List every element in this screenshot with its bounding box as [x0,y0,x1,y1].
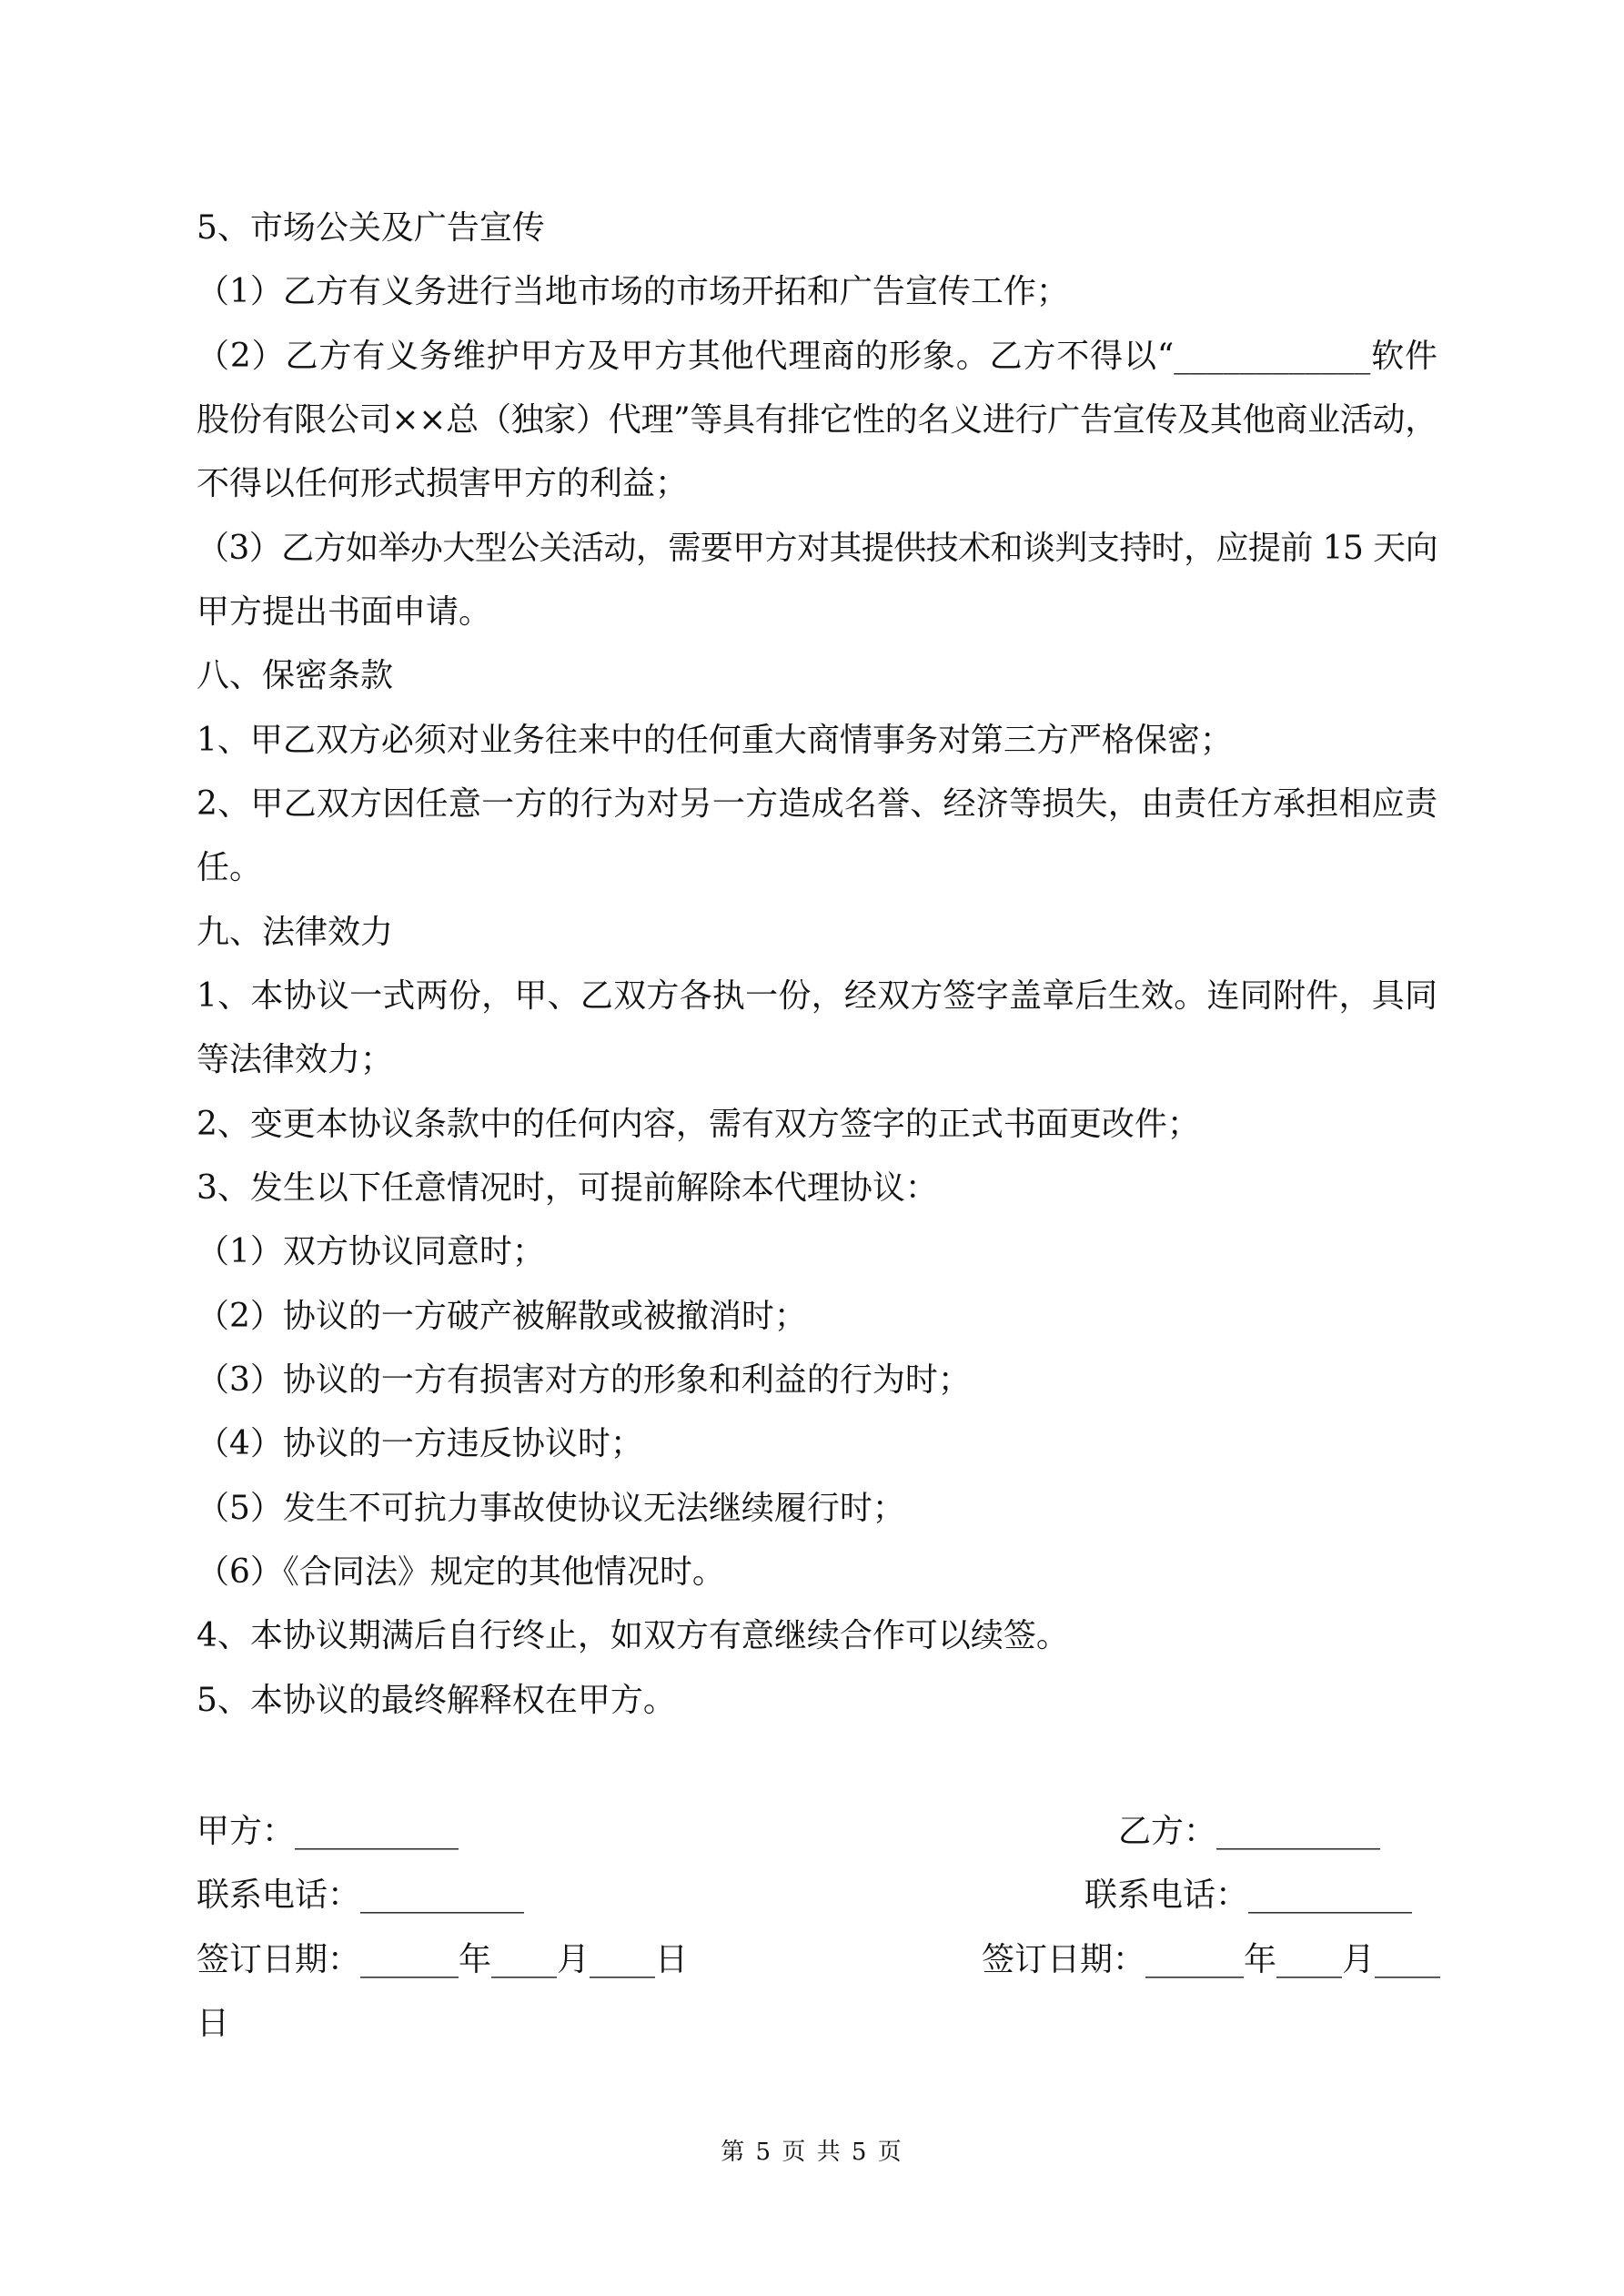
clause-line: 甲方提出书面申请。 [197,593,492,631]
clause-line: 股份有限公司××总（独家）代理”等具有排它性的名义进行广告宣传及其他商业活动， [197,401,1437,439]
clause-line: （2）乙方有义务维护甲方及甲方其他代理商的形象。乙方不得以“____________软件 [197,338,1437,375]
clause-line: 等法律效力； [197,1041,394,1078]
clause-line: 5、本协议的最终解释权在甲方。 [197,1682,676,1719]
party-b-field: 乙方：__________ [1118,1813,1381,1850]
page-number-footer: 第 5 页 共 5 页 [721,2139,903,2166]
clause-line: （1）乙方有义务进行当地市场的市场开拓和广告宣传工作； [197,273,1069,310]
clause-line: 3、发生以下任意情况时，可提前解除本代理协议： [197,1169,938,1207]
party-a-date-field: 签订日期：______年____月____日 [197,1941,689,1978]
section-heading: 5、市场公关及广告宣传 [197,209,545,247]
clause-line: （2）协议的一方破产被解散或被撤消时； [197,1298,807,1335]
clause-line: （6）《合同法》规定的其他情况时。 [197,1553,725,1591]
clause-line: （1）双方协议同意时； [197,1233,545,1270]
clause-line: 1、甲乙双方必须对业务往来中的任何重大商情事务对第三方严格保密； [197,722,1233,759]
party-b-date-field: 签订日期：______年____月____ [982,1941,1441,1978]
clause-line: （4）协议的一方违反协议时； [197,1425,643,1462]
clause-line: （3）乙方如举办大型公关活动，需要甲方对其提供技术和谈判支持时，应提前 15 天向 [197,530,1437,567]
clause-line: 不得以任何形式损害甲方的利益； [197,465,689,502]
clause-line: （5）发生不可抗力事故使协议无法继续履行时； [197,1490,905,1527]
party-b-date-wrap: 日 [197,2005,230,2042]
party-a-phone-field: 联系电话：__________ [197,1876,525,1914]
clause-line: 2、变更本协议条款中的任何内容，需有双方签字的正式书面更改件； [197,1106,1200,1143]
section-heading: 八、保密条款 [197,657,394,694]
clause-line: （3）协议的一方有损害对方的形象和利益的行为时； [197,1361,971,1399]
clause-line: 4、本协议期满后自行终止，如双方有意继续合作可以续签。 [197,1617,1069,1654]
clause-line: 1、本协议一式两份，甲、乙双方各执一份，经双方签字盖章后生效。连同附件，具同 [197,977,1437,1015]
party-b-phone-field: 联系电话：__________ [1084,1876,1413,1914]
clause-line: 2、甲乙双方因任意一方的行为对另一方造成名誉、经济等损失，由责任方承担相应责 [197,785,1437,823]
section-heading: 九、法律效力 [197,914,394,951]
party-a-field: 甲方：__________ [197,1813,459,1850]
clause-line: 任。 [197,849,263,886]
